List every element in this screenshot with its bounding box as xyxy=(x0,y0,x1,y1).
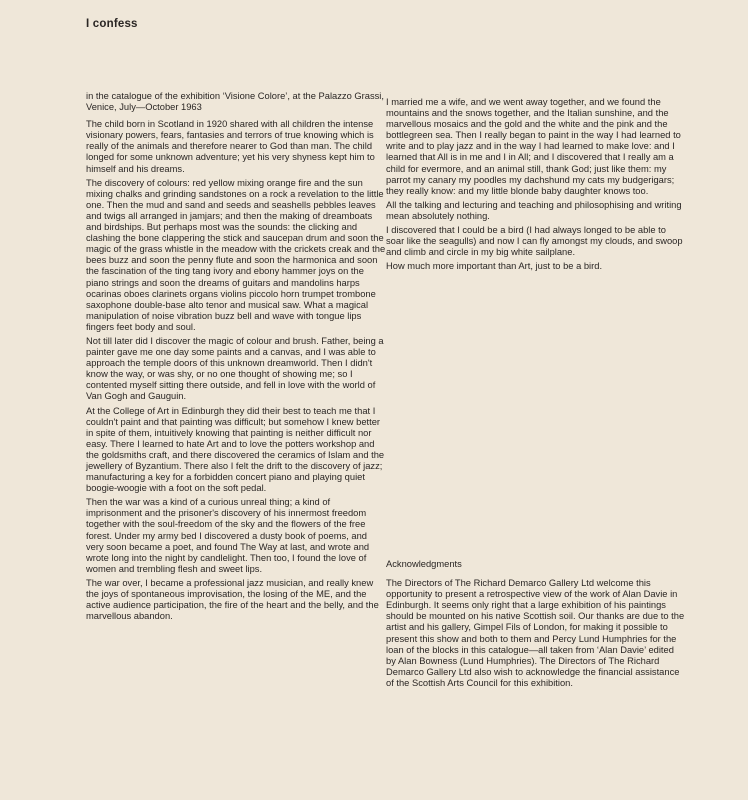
acknowledgments-text: The Directors of The Richard Demarco Gallery Ltd welcome this opportunity to present a retrospective view of the work of Alan Davie in Edinburgh. It seems only right that a large exhibition of his paintings should be mounted on his native Scottish soil. Our thanks are due to the artist and his gallery, Gimpel Fils of London, for making it possible to present this show and both to them and Percy Lund Humphries for the loan of the blocks in this catalogue—all taken from ‘Alan Davie’ edited by Alan Bowness (Lund Humphries). The Directors of The Richard Demarco Gallery Ltd also wish to acknowledge the financial assistance of the Scottish Arts Council for this exhibition. xyxy=(386,578,685,688)
page-title: I confess xyxy=(86,18,138,30)
body-paragraph: I discovered that I could be a bird (I had always longed to be able to soar like the seagulls) and now I can fly amongst my clouds, and swoop and climb and circle in my big white sailplane. xyxy=(386,225,683,258)
body-paragraph: How much more important than Art, just to be a bird. xyxy=(386,261,603,272)
body-paragraph: The war over, I became a professional jazz musician, and really knew the joys of spontaneous improvisation, the losing of the ME, and the active audience participation, the fire of the heart and the belly, and the marvellous abandon. xyxy=(86,577,379,622)
acknowledgments-section xyxy=(386,559,686,692)
body-paragraph: The child born in Scotland in 1920 shared with all children the intense visionary powers, fears, fantasies and terrors of true knowing which is really of the animals and therefore nearer to God than man. The child longed for some unknown adventure; yet his very shyness kept him to himself and his dreams. xyxy=(86,119,375,174)
body-paragraph: At the College of Art in Edinburgh they did their best to teach me that I couldn't paint and that painting was difficult; but somehow I knew better in spite of them, intuitively knowing that painting is neither difficult nor easy. There I learned to hate Art and to love the potters workshop and the goldsmiths craft, and there discovered the ceramics of Islam and the jewellery of Byzantium. There also I felt the drift to the discovery of jazz; manufacturing a key for a forbidden concert piano and playing quiet boogie-woogie with a foot on the soft pedal. xyxy=(86,405,385,494)
acknowledgments-heading: Acknowledgments xyxy=(386,559,462,569)
body-paragraph: The discovery of colours: red yellow mixing orange fire and the sun mixing chalks and grinding sandstones on a rock a revelation to the little one. Then the mud and sand and seeds and seashells pebbles leaves and twigs all arranged in jamjars; and then the making of dreamboats and birdships. But perhaps most was the sounds: the clicking and clashing the bone clappering the stick and saucepan drum and soon the magic of the grass whistle in the meadow with the crickets creak and the bees buzz and soon the penny flute and soon the harmonica and soon the fascination of the ting tang ivory and ebony hammer joys on the piano strings and soon the dreams of guitars and mandolins harps ocarinas oboes clarinets organs violins piccolo horn trumpet trombone saxophone double-base alto tenor and musical saw. What a magical manipulation of noise vibration buzz bell and wave with tongue lips fingers feet body and soul. xyxy=(86,177,386,332)
subtitle-paragraph: in the catalogue of the exhibition ‘Visione Colore’, at the Palazzo Grassi, Venice, July—October 1963 xyxy=(86,91,384,113)
body-paragraph: Then the war was a kind of a curious unreal thing; a kind of imprisonment and the prisoner's discovery of his innermost freedom together with the soul-freedom of the sky and the flowers of the free forest. Under my army bed I discovered a dusty book of poems, and very soon became a poet, and found The Way at last, and wrote and wrote long into the night by candlelight. Then too, I found the love of women and trembling flesh and sweet lips. xyxy=(86,497,370,574)
left-column xyxy=(86,91,386,625)
body-paragraph: All the talking and lecturing and teaching and philosophising and writing mean absolutely nothing. xyxy=(386,199,682,221)
right-column xyxy=(386,97,686,275)
body-paragraph: Not till later did I discover the magic of colour and brush. Father, being a painter gave me one day some paints and a canvas, and I was able to approach the temple doors of this unknown dreamworld. Then I didn't know the way, or was shy, or no one thought of showing me; so I contented myself sitting there outside, and fell in love with the world of Van Gogh and Gauguin. xyxy=(86,335,384,402)
body-paragraph: I married me a wife, and we went away together, and we found the mountains and the snows together, and the Italian sunshine, and the marvellous mosaics and the gold and the white and the pink and the bottlegreen sea. Then I really began to paint in the way I had learned to write and to play jazz and in the way I had learned to make love: and I learned that All is in me and I in All; and I discovered that I really am a child for evermore, and an animal still, thank God; just like them: my parrot my canary my poodles my dachshund my cats my budgerigars; they really know: and my little blonde baby daughter knows too. xyxy=(386,97,681,196)
